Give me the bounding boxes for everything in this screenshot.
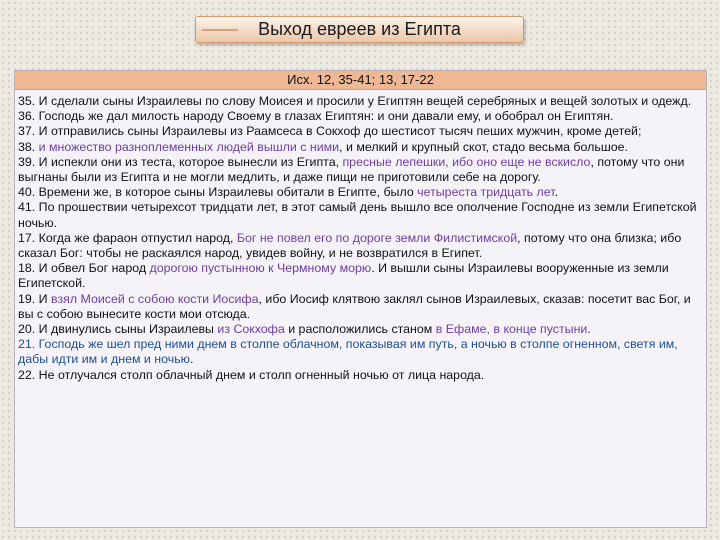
- verse-highlight: четыреста тридцать лет: [417, 185, 555, 200]
- verse-text: 17. Когда же фараон отпустил народ,: [18, 230, 237, 245]
- verse-41: [18, 200, 702, 230]
- verse-highlight: пресные лепешки, ибо оно еще не вскисло: [342, 154, 591, 169]
- verse-35: [18, 94, 702, 109]
- verse-text: , потому что они выгнаны были из Египта и не могли медлить, и даже пищи не приготовили себе на дорогу.: [18, 154, 685, 185]
- verse-text: , потому что она близка; ибо сказал Бог: чтобы не раскаялся народ, увидев войну, и не возвратился в Египет.: [18, 230, 682, 261]
- verse-text: , и мелкий и крупный скот, стадо весьма большое.: [339, 139, 628, 154]
- verse-text: . И вышли сыны Израилевы вооруженные из земли Египетской.: [18, 261, 669, 291]
- verse-text: 36. Господь же дал милость народу Своему в глазах Египтян: и они давали ему, и обобрал он Египтян.: [18, 109, 614, 124]
- verse-text: 18. И обвел Бог народ: [18, 261, 150, 276]
- verse-highlight: дорогою пустынною к Чермному морю: [149, 261, 372, 276]
- verse-37: [18, 124, 702, 139]
- verse-highlight: и множество разноплеменных людей вышли с ними: [38, 139, 340, 154]
- verse-text: 19. И: [18, 291, 52, 306]
- verse-21: [18, 337, 702, 367]
- verse-text: .: [554, 185, 559, 200]
- verse-highlight: в Ефаме, в конце пустыни: [435, 322, 588, 337]
- verse-text: .: [587, 322, 591, 337]
- verse-highlight: из Сокхофа: [217, 322, 285, 337]
- verse-text: 38.: [18, 139, 39, 154]
- verse-39: [18, 155, 702, 185]
- verse-highlight: взял Моисей с собою кости Иосифа: [51, 291, 259, 306]
- verse-22: [18, 368, 702, 383]
- verse-17: [18, 231, 702, 261]
- title-decoration: [202, 29, 238, 31]
- verse-list: [15, 90, 706, 383]
- verse-text: 37. И отправились сыны Израилевы из Раамсеса в Сокхоф до шестисот тысяч пеших мужчин, кроме детей;: [18, 124, 642, 139]
- verse-19: [18, 292, 702, 322]
- verse-highlight: Бог не повел его по дороге земли Филистимской: [236, 230, 518, 245]
- verse-40: [18, 185, 702, 200]
- scripture-panel: [14, 70, 707, 528]
- verse-18: [18, 261, 702, 291]
- verse-text: 39. И испекли они из теста, которое вынесли из Египта,: [18, 154, 343, 169]
- verse-text: 41. По прошествии четырехсот тридцати лет, в этот самый день вышло все ополчение Господне из земли Египетской ночью.: [18, 200, 697, 230]
- verse-text: 20. И двинулись сыны Израилевы: [18, 322, 218, 337]
- verse-highlight: 21. Господь же шел пред ними днем в столпе облачном, показывая им путь, а ночью в столпе огненном, светя им, дабы идти им и днем и ночью: [18, 337, 678, 367]
- page-title: Выход евреев из Египта: [258, 19, 461, 39]
- title-banner: [195, 16, 524, 43]
- scripture-reference: Исх. 12, 35-41; 13, 17-22: [15, 71, 706, 90]
- verse-text: и расположились станом: [284, 322, 436, 337]
- verse-36: [18, 109, 702, 124]
- verse-text: 35. И сделали сыны Израилевы по слову Моисея и просили у Египтян вещей серебряных и вещей золотых и одежд.: [18, 94, 692, 108]
- verse-text: 22. Не отлучался столп облачный днем и столп огненный ночью от лица народа.: [18, 367, 485, 382]
- verse-20: [18, 322, 702, 337]
- verse-text: , ибо Иосиф клятвою заклял сынов Израилевых, сказав: посетит вас Бог, и вы с собою вынесите кости мои отсюда.: [18, 291, 691, 321]
- verse-38: [18, 140, 702, 155]
- verse-text: .: [189, 352, 194, 367]
- verse-text: 40. Времени же, в которое сыны Израилевы обитали в Египте, было: [18, 185, 418, 200]
